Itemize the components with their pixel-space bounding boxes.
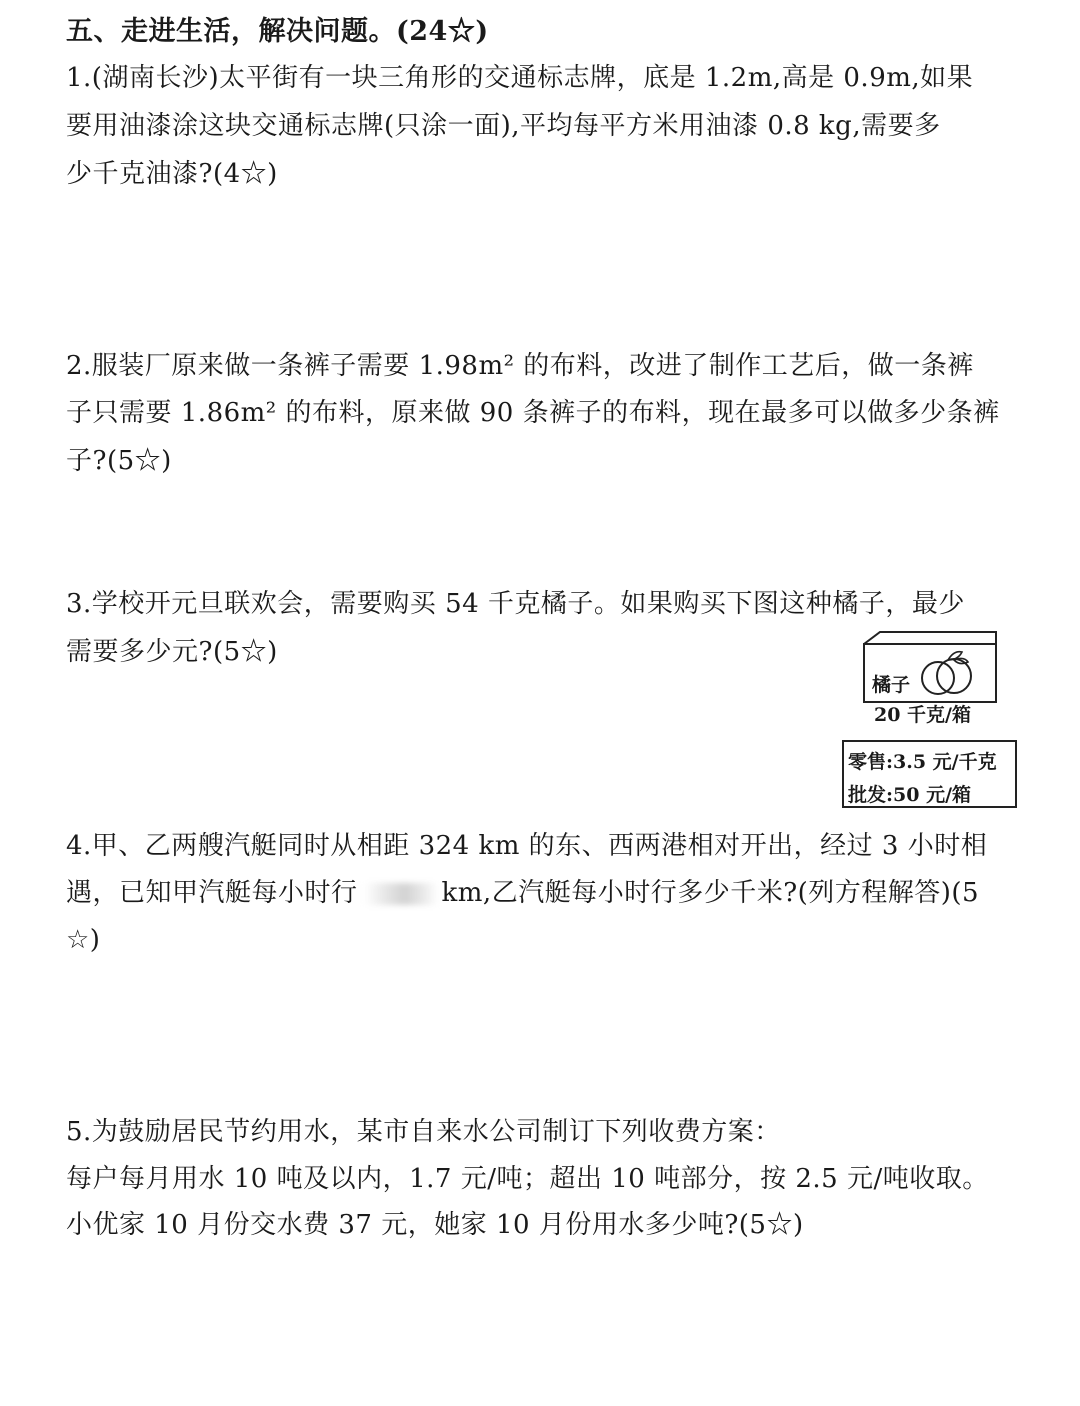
question-1-line-2: 要用油漆涂这块交通标志牌(只涂一面),平均每平方米用油漆 0.8 kg,需要多: [66, 111, 941, 141]
question-4-line-1: 4.甲、乙两艘汽艇同时从相距 324 km 的东、西两港相对开出，经过 3 小时相: [66, 831, 988, 861]
box-caption: 20 千克/箱: [874, 704, 971, 726]
question-5-line-3: 小优家 10 月份交水费 37 元，她家 10 月份用水多少吨?(5☆): [66, 1210, 804, 1240]
wholesale-price: 批发:50 元/箱: [848, 784, 972, 806]
question-4-line-2-start: 遇，已知甲汽艇每小时行: [66, 878, 358, 908]
blurred-value: [364, 883, 438, 905]
question-4-line-2: [66, 873, 979, 913]
question-2-line-3: 子?(5☆): [66, 446, 172, 476]
question-5-line-1: 5.为鼓励居民节约用水，某市自来水公司制订下列收费方案：: [66, 1117, 781, 1147]
question-4-line-2-end: km,乙汽艇每小时行多少千米?(列方程解答)(5: [441, 878, 980, 908]
orange-box-figure: [830, 626, 1030, 816]
question-5-line-2: 每户每月用水 10 吨及以内，1.7 元/吨；超出 10 吨部分，按 2.5 元/吨收取。: [66, 1164, 989, 1194]
question-3-line-1: 3.学校开元旦联欢会，需要购买 54 千克橘子。如果购买下图这种橘子，最少: [66, 589, 965, 619]
question-3-line-2: 需要多少元?(5☆): [66, 637, 278, 667]
question-1-line-3: 少千克油漆?(4☆): [66, 159, 278, 189]
retail-price: 零售:3.5 元/千克: [848, 751, 997, 773]
question-4-line-3: ☆): [66, 925, 101, 955]
section-title: 五、走进生活，解决问题。(24☆): [66, 16, 489, 47]
question-1-line-1: 1.(湖南长沙)太平街有一块三角形的交通标志牌，底是 1.2m,高是 0.9m,如果: [66, 63, 974, 93]
question-2-line-1: 2.服装厂原来做一条裤子需要 1.98m² 的布料，改进了制作工艺后，做一条裤: [66, 351, 974, 381]
price-table: [842, 740, 1017, 808]
box-label: 橘子: [872, 674, 911, 696]
question-2-line-2: 子只需要 1.86m² 的布料，原来做 90 条裤子的布料，现在最多可以做多少条裤: [66, 398, 1000, 428]
